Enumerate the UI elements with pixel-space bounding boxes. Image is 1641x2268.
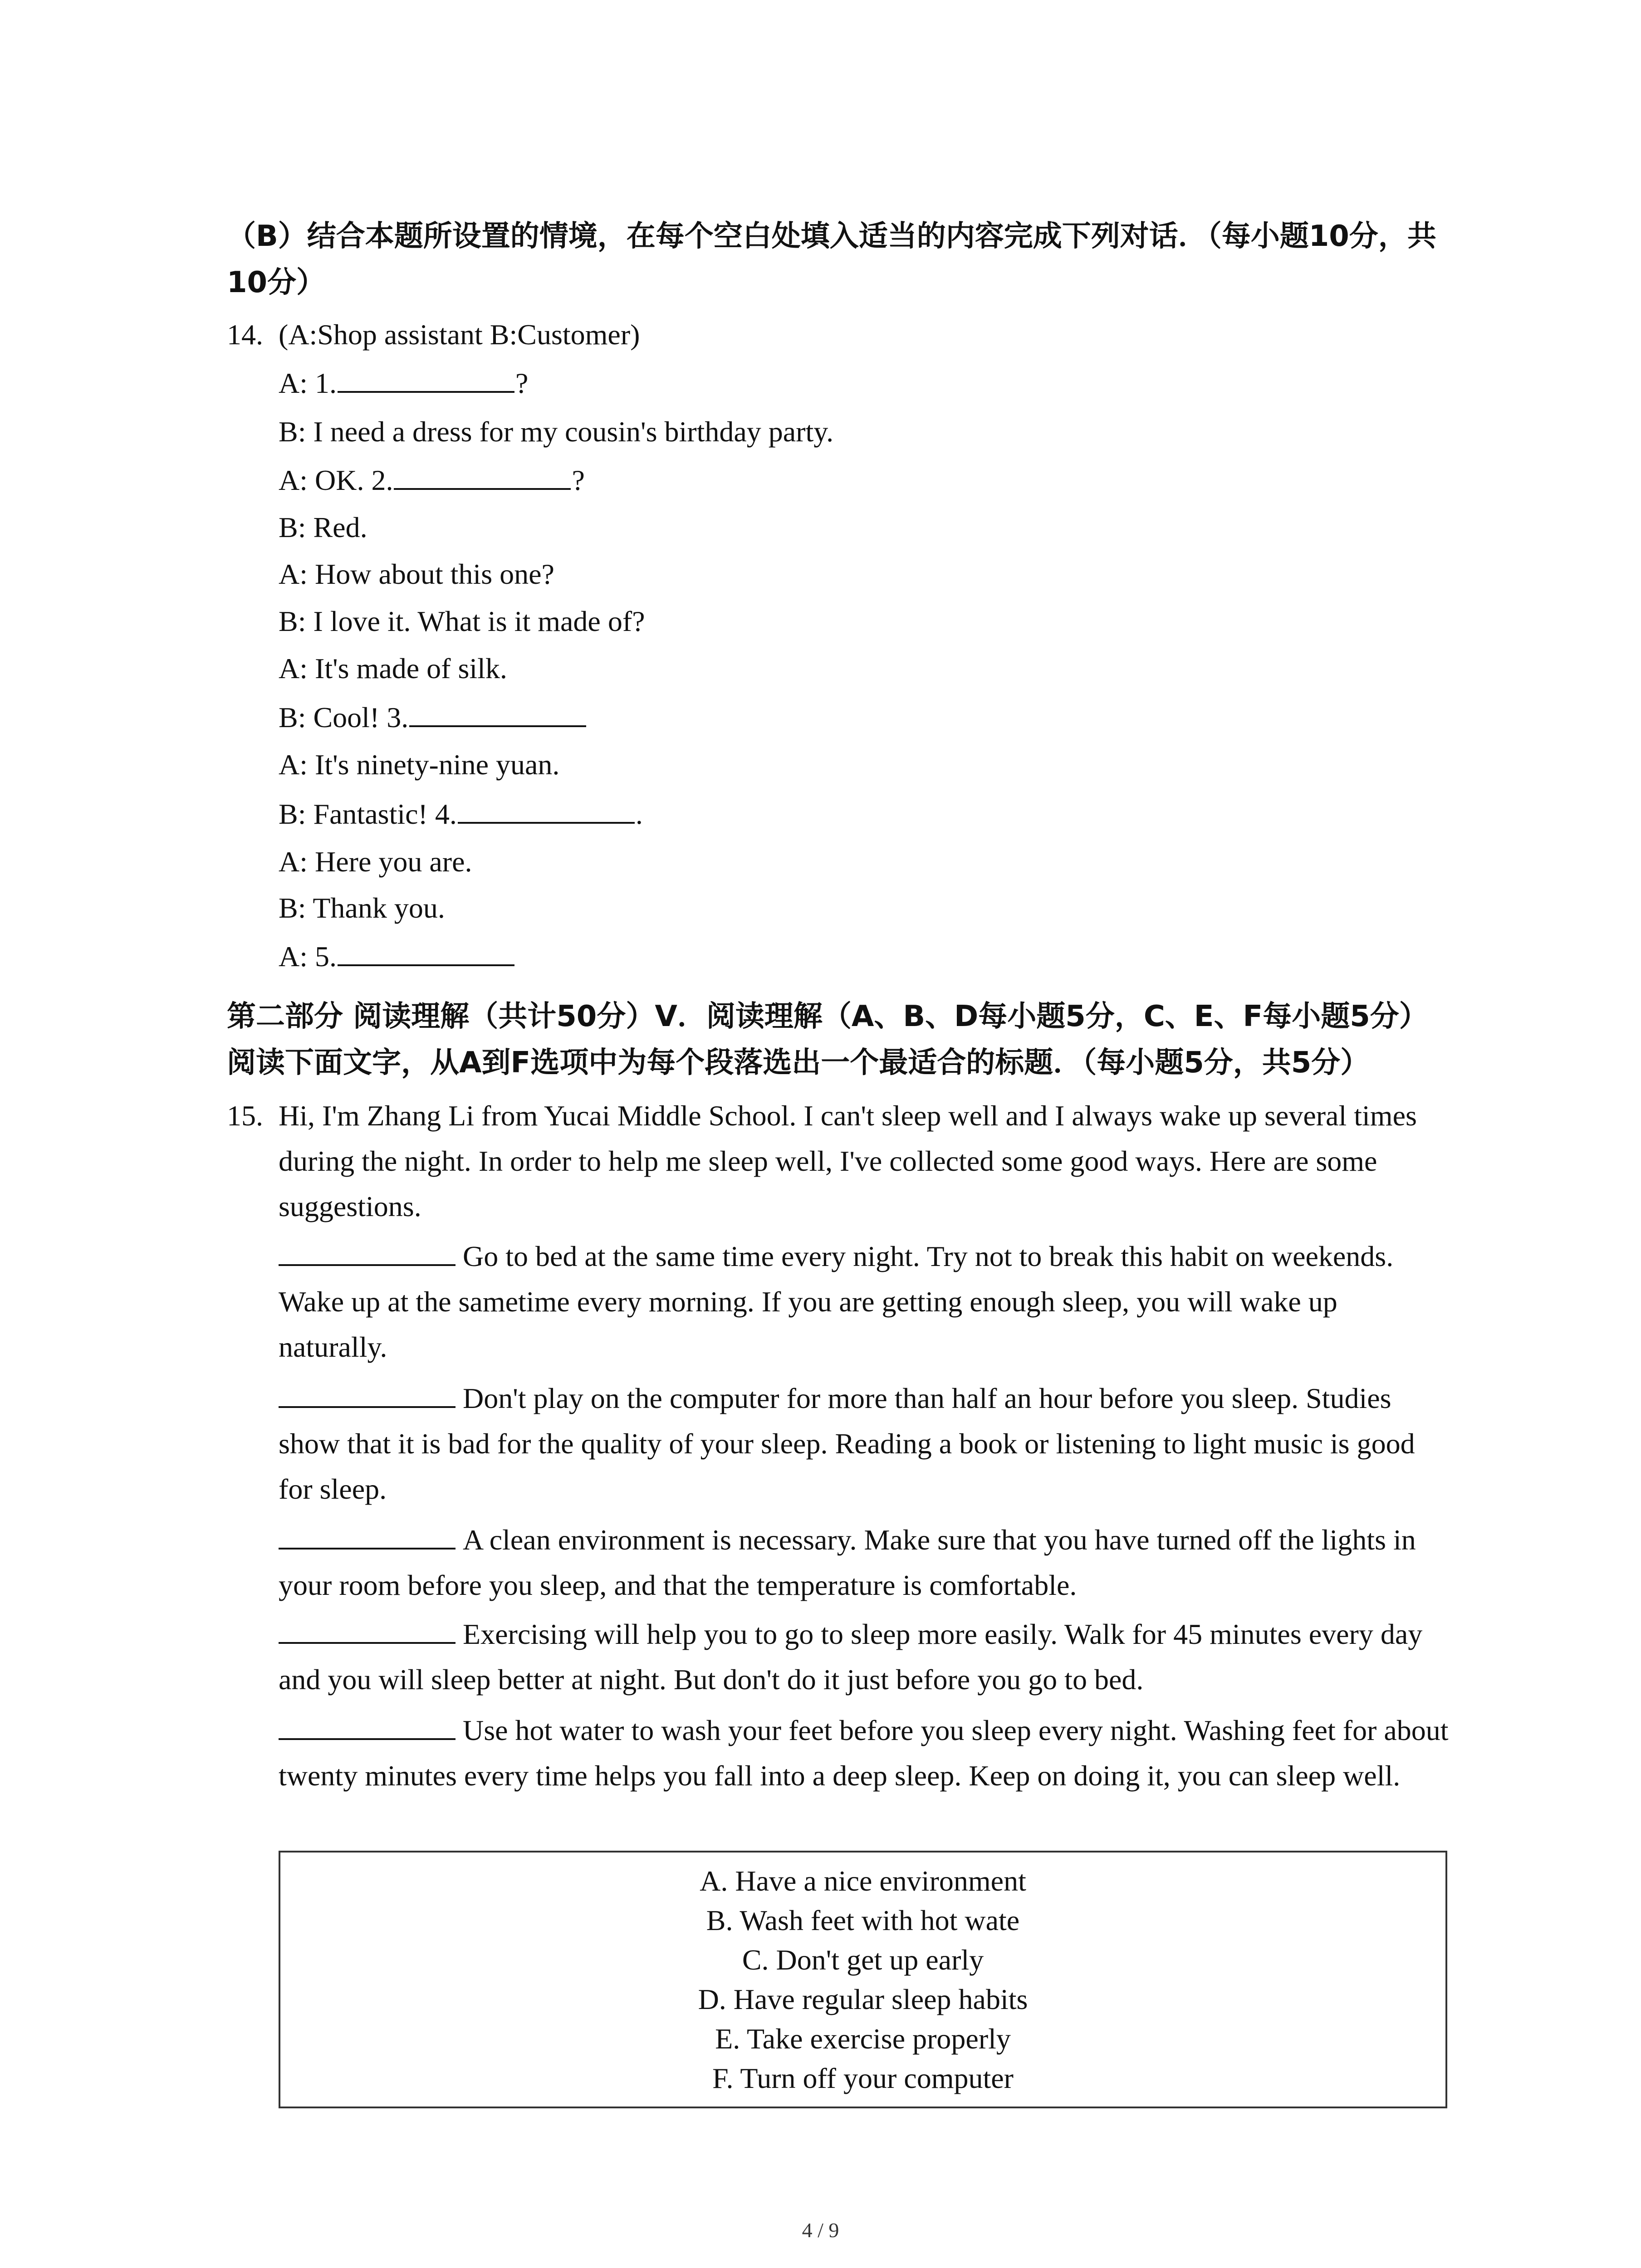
answer-blank-3[interactable] xyxy=(409,699,586,727)
answer-blank-2[interactable] xyxy=(394,462,571,490)
option-e: E. Take exercise properly xyxy=(715,2023,1011,2055)
answer-blank-4[interactable] xyxy=(458,796,635,824)
dialogue-line: A: Here you are. xyxy=(279,846,472,878)
heading-blank-4[interactable] xyxy=(279,1616,456,1644)
heading-blank-2[interactable] xyxy=(279,1380,456,1408)
heading-blank-3[interactable] xyxy=(279,1521,456,1549)
dialogue-line: B: I love it. What is it made of? xyxy=(279,605,645,637)
question-15-intro: Hi, I'm Zhang Li from Yucai Middle School. I can't sleep well and I always wake up several times during the night. In order to help me sleep well, I've collected some good ways. Here are some suggestions. xyxy=(279,1100,1417,1222)
passage-paragraph-4: Exercising will help you to go to sleep more easily. Walk for 45 minutes every day and you will sleep better at night. But don't do it just before you go to bed. xyxy=(279,1612,1449,1702)
passage-paragraph-3: A clean environment is necessary. Make sure that you have turned off the lights in your room before you sleep, and that the temperature is comfortable. xyxy=(279,1517,1449,1608)
dialogue-line: A: It's ninety-nine yuan. xyxy=(279,748,560,781)
dialogue-line: A: 1. ? xyxy=(279,361,528,406)
answer-blank-5[interactable] xyxy=(338,938,514,966)
dialogue-line: B: Thank you. xyxy=(279,892,445,924)
question-15-number: 15. xyxy=(227,1100,263,1132)
page-number: 4 / 9 xyxy=(802,2219,839,2242)
option-c: C. Don't get up early xyxy=(742,1944,984,1976)
question-14-number: 14. xyxy=(227,318,263,351)
dialogue-line: A: It's made of silk. xyxy=(279,652,507,684)
dialogue-line: B: I need a dress for my cousin's birthday party. xyxy=(279,415,834,448)
dialogue-line: B: Cool! 3. xyxy=(279,695,587,740)
option-a: A. Have a nice environment xyxy=(700,1865,1026,1897)
dialogue-line: B: Red. xyxy=(279,511,367,543)
option-f: F. Turn off your computer xyxy=(712,2062,1014,2094)
part-two-heading: 第二部分 阅读理解（共计50分）V．阅读理解（A、B、D每小题5分，C、E、F每小题5分）阅读下面文字，从A到F选项中为每个段落选出一个最适合的标题．（每小题5分，共5分） xyxy=(227,1000,1428,1080)
option-d: D. Have regular sleep habits xyxy=(698,1983,1028,2015)
dialogue-line: A: OK. 2. ? xyxy=(279,458,585,503)
answer-blank-1[interactable] xyxy=(338,365,514,393)
heading-blank-5[interactable] xyxy=(279,1712,456,1740)
dialogue-line: A: How about this one? xyxy=(279,558,554,590)
passage-paragraph-5: Use hot water to wash your feet before you sleep every night. Washing feet for about twenty minutes every time helps you fall into a deep sleep. Keep on doing it, you can sleep well. xyxy=(279,1708,1449,1799)
passage-paragraph-1: Go to bed at the same time every night. Try not to break this habit on weekends. Wake up at the sametime every morning. If you are getting enough sleep, you will wake up naturally. xyxy=(279,1234,1449,1370)
question-14-roles: (A:Shop assistant B:Customer) xyxy=(279,318,640,351)
section-b-heading: （B）结合本题所设置的情境，在每个空白处填入适当的内容完成下列对话．（每小题10分，共10分） xyxy=(227,220,1436,299)
dialogue-line: A: 5. xyxy=(279,934,515,979)
heading-blank-1[interactable] xyxy=(279,1238,456,1266)
option-b: B. Wash feet with hot wate xyxy=(706,1904,1020,1936)
passage-paragraph-2: Don't play on the computer for more than half an hour before you sleep. Studies show that it is bad for the quality of your sleep. Reading a book or listening to light music is good for sleep. xyxy=(279,1376,1449,1512)
dialogue-line: B: Fantastic! 4. . xyxy=(279,792,643,837)
options-box xyxy=(279,1851,1447,2108)
